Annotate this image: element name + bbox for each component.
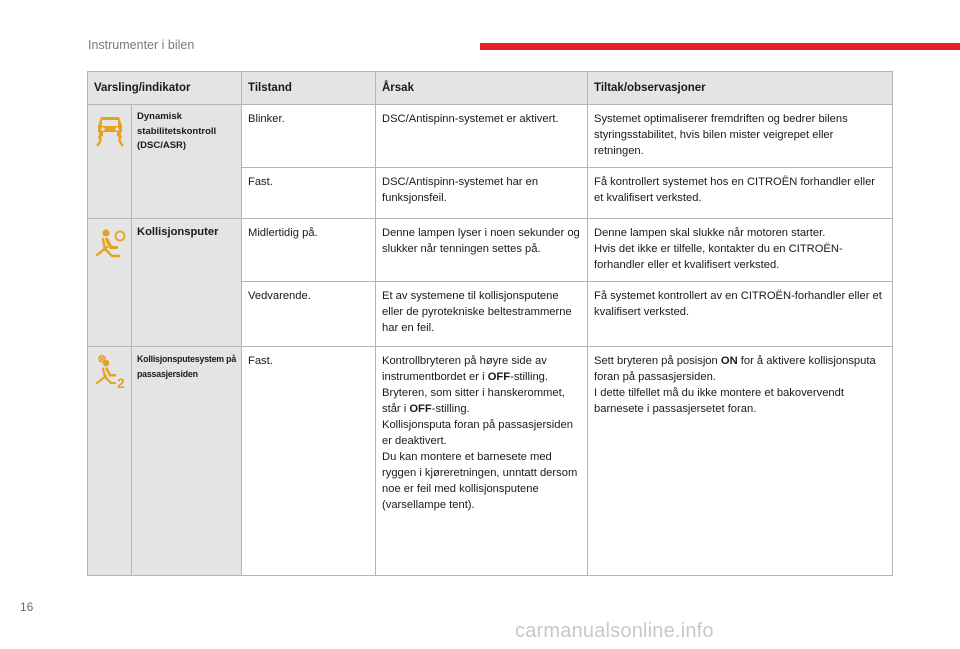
table-header-row xyxy=(88,72,893,105)
col-header-action: Tiltak/observasjoner xyxy=(588,72,893,105)
watermark: carmanualsonline.info xyxy=(515,620,714,642)
warning-indicator-table xyxy=(87,71,893,576)
indicator-name: Kollisjonsputesystem på passasjersiden xyxy=(137,354,237,379)
svg-text:2: 2 xyxy=(116,375,125,389)
page-number: 16 xyxy=(20,600,34,614)
status-text: Fast. xyxy=(248,176,273,188)
action-text: Denne lampen skal slukke når motoren starter. Hvis det ikke er tilfelle, kontakter du en CITROËN-forhandler eller et kvalifisert verksted. xyxy=(594,227,843,271)
status-text: Midlertidig på. xyxy=(248,227,318,239)
indicator-name-cell xyxy=(132,347,242,576)
cause-text: Et av systemene til kollisjonsputene eller de pyrotekniske beltestrammerne har en feil. xyxy=(382,290,572,334)
status-text: Vedvarende. xyxy=(248,290,311,302)
cause-text: Kontrollbryteren på høyre side av instrumentbordet er i OFF-stilling. Bryteren, som sitter i hanskerommet, står i OFF-stilling. Kollisjonsputa foran på passasjersiden er deaktivert. Du kan montere et barnesete med ryggen i kjøreretningen, unntatt dersom noe er feil med kollisjonsputene (varsellampe tent). xyxy=(382,355,578,511)
cause-text: DSC/Antispinn-systemet er aktivert. xyxy=(382,113,559,125)
cause-text: DSC/Antispinn-systemet har en funksjonsfeil. xyxy=(382,176,539,204)
status-text: Fast. xyxy=(248,355,273,367)
action-text: Sett bryteren på posisjon ON for å aktivere kollisjonsputa foran på passasjersiden. I dette tilfellet må du ikke montere et bakovervendt barnesete i passasjersetet foran. xyxy=(594,355,876,415)
col-header-cause: Årsak xyxy=(376,72,588,105)
indicator-icon-cell xyxy=(88,219,132,347)
action-text: Få systemet kontrollert av en CITROËN-forhandler eller et kvalifisert verksted. xyxy=(594,290,882,318)
indicator-name: Kollisjonsputer xyxy=(137,226,219,238)
table-row xyxy=(88,219,893,282)
col-header-status: Tilstand xyxy=(242,72,376,105)
airbag-icon xyxy=(93,227,127,261)
status-text: Blinker. xyxy=(248,113,285,125)
indicator-icon-cell xyxy=(88,347,132,576)
indicator-icon-cell xyxy=(88,105,132,219)
cause-text: Denne lampen lyser i noen sekunder og slukker når tenningen settes på. xyxy=(382,227,580,255)
section-title: Instrumenter i bilen xyxy=(88,38,195,52)
col-header-indicator: Varsling/indikator xyxy=(88,72,242,105)
dsc-skid-icon xyxy=(93,113,127,147)
action-text: Systemet optimaliserer fremdriften og bedrer bilens styringsstabilitet, hvis bilen mister veigrepet eller retningen. xyxy=(594,113,848,157)
indicator-name: Dynamisk stabilitetskontroll (DSC/ASR) xyxy=(137,111,217,151)
table-row xyxy=(88,347,893,576)
indicator-name-cell xyxy=(132,105,242,219)
table-row xyxy=(88,105,893,168)
passenger-airbag-off-icon xyxy=(93,355,127,389)
header-accent-bar xyxy=(480,43,960,50)
indicator-name-cell xyxy=(132,219,242,347)
action-text: Få kontrollert systemet hos en CITROËN forhandler eller et kvalifisert verksted. xyxy=(594,176,876,204)
